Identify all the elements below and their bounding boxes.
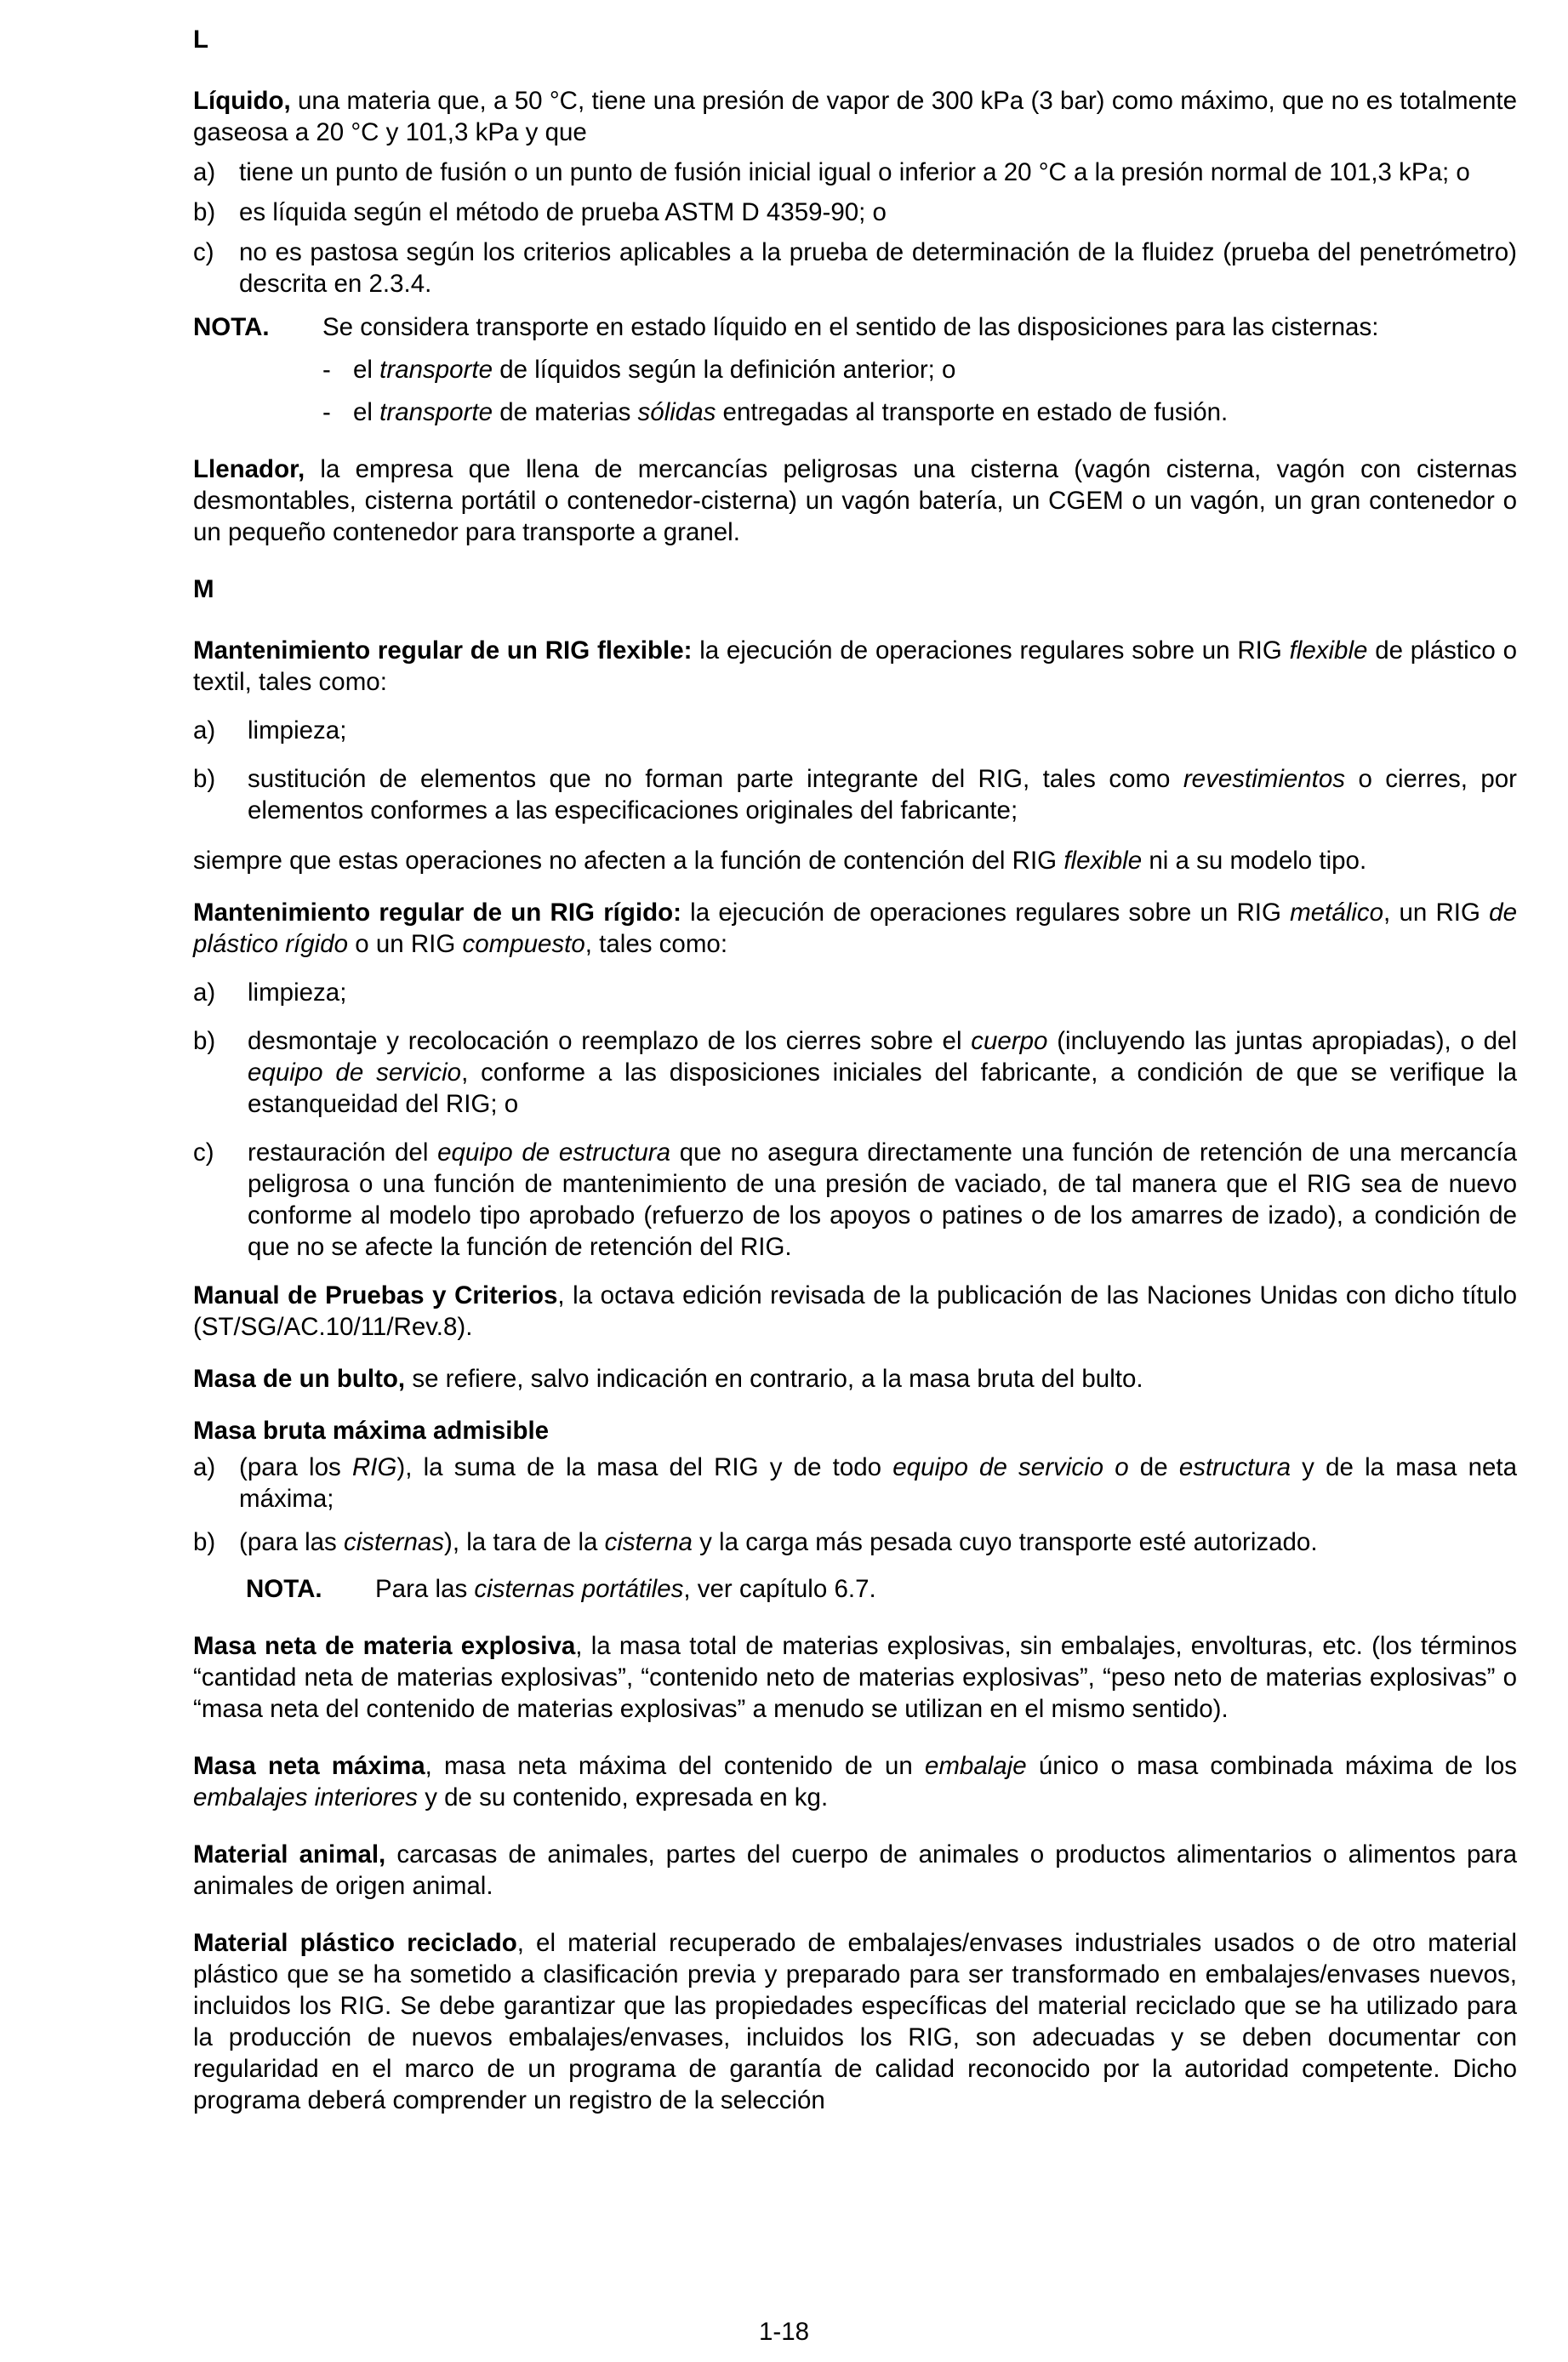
term: Masa neta de materia explosiva bbox=[193, 1632, 576, 1660]
page-number: 1-18 bbox=[758, 2318, 810, 2346]
term: Material plástico reciclado bbox=[193, 1929, 517, 1957]
entry-masa-bruta bbox=[193, 1415, 1517, 1605]
note-block: NOTA. Para las cisternas portátiles, ver capítulo 6.7. bbox=[246, 1575, 876, 1603]
term: Mantenimiento regular de un RIG rígido: bbox=[193, 899, 681, 927]
entry-mantenimiento-rigido: Mantenimiento regular de un RIG rígido: la ejecución de operaciones regulares sobre un RIG metálico, un RIG de plástico rígido o un RIG compuesto, tales como: a) limpieza; b) desmontaje y recolocación o reemplazo de los cierres sobre el cuerpo (incluyendo las juntas apropiadas), o del equipo de servicio, conforme a las disposiciones iniciales del fabricante, a condición de que se verifique la estanqueidad del RIG; o c) restauración del equipo de estructura que no asegura directamente una función de retención de una mercancía peligrosa o una función de mantenimiento de una presión de vaciado, de tal manera que el RIG sea de nuevo conforme al modelo tipo aprobado (refuerzo de los apoyos o patines o de los amarres de izado), a condición de que no se afecte la función de retención del RIG. bbox=[193, 899, 1517, 1261]
definition-list bbox=[193, 157, 1517, 300]
note-label: NOTA. bbox=[246, 1575, 322, 1603]
list-item: c) no es pastosa según los criterios aplicables a la prueba de determinación de la fluidez (prueba del penetrómetro) descrita en 2.3.4. bbox=[193, 238, 1517, 298]
term: Masa de un bulto, bbox=[193, 1365, 406, 1393]
list-item: c) restauración del equipo de estructura que no asegura directamente una función de retención de una mercancía peligrosa o una función de mantenimiento de una presión de vaciado, de tal manera que el RIG sea de nuevo conforme al modelo tipo aprobado (refuerzo de los apoyos o patines o de los amarres de izado), a condición de que no se afecte la función de retención del RIG. bbox=[193, 1138, 1517, 1261]
definition-tail: siempre que estas operaciones no afecten a la función de contención del RIG flexible ni a su modelo tipo. bbox=[193, 847, 1367, 875]
entry-masa-bulto: Masa de un bulto, se refiere, salvo indicación en contrario, a la masa bruta del bulto. bbox=[193, 1365, 1143, 1393]
entry-masa-neta-explosiva: Masa neta de materia explosiva, la masa total de materias explosivas, sin embalajes, envolturas, etc. (los términos “cantidad neta de materias explosivas”, “contenido neto de materias explosivas”, “peso neto de materias explosivas” o “masa neta del contenido de materias explosivas” a menudo se utilizan en el mismo sentido). bbox=[193, 1632, 1518, 1723]
note-label: NOTA. bbox=[193, 313, 270, 341]
dash-item: - el transporte de materias sólidas entregadas al transporte en estado de fusión. bbox=[322, 398, 1229, 426]
list-item: b) sustitución de elementos que no forman parte integrante del RIG, tales como revestimientos o cierres, por elementos conformes a las especificaciones originales del fabricante; bbox=[193, 765, 1518, 824]
note-text: Se considera transporte en estado líquido en el sentido de las disposiciones para las cisternas: bbox=[322, 313, 1379, 341]
entry-llenador: Llenador, la empresa que llena de mercancías peligrosas una cisterna (vagón cisterna, vagón con cisternas desmontables, cisterna portátil o contenedor-cisterna) un vagón batería, un CGEM o un vagón, un gran contenedor o un pequeño contenedor para transporte a granel. bbox=[193, 455, 1517, 546]
definition-list bbox=[193, 715, 1517, 826]
term: Llenador, bbox=[193, 455, 305, 483]
term: Masa bruta máxima admisible bbox=[193, 1417, 550, 1445]
list-item: b) desmontaje y recolocación o reemplazo de los cierres sobre el cuerpo (incluyendo las juntas apropiadas), o del equipo de servicio, conforme a las disposiciones iniciales del fabricante, a condición de que se verifique la estanqueidad del RIG; o bbox=[193, 1027, 1517, 1118]
term: Masa neta máxima bbox=[193, 1752, 425, 1780]
section-letter-m: M bbox=[193, 575, 214, 603]
list-item: a) limpieza; bbox=[193, 978, 347, 1007]
list-item: a) tiene un punto de fusión o un punto de fusión inicial igual o inferior a 20 °C a la presión normal de 101,3 kPa; o bbox=[193, 158, 1470, 186]
term: Material animal, bbox=[193, 1840, 386, 1868]
section-letter-l: L bbox=[193, 26, 209, 54]
list-item: b) (para las cisternas), la tara de la cisterna y la carga más pesada cuyo transporte esté autorizado. bbox=[193, 1528, 1318, 1556]
entry-mantenimiento-flexible: Mantenimiento regular de un RIG flexible: la ejecución de operaciones regulares sobre un RIG flexible de plástico o textil, tales como: a) limpieza; b) sustitución de elementos que no forman parte integrante del RIG, tales como revestimientos o cierres, por elementos conformes a las especificaciones originales del fabricante; siempre que estas operaciones no afecten a la función de contención del RIG flexible ni a su modelo tipo. bbox=[193, 636, 1518, 875]
list-item: a) (para los RIG), la suma de la masa del RIG y de todo equipo de servicio o de estructura y de la masa neta máxima; bbox=[193, 1453, 1517, 1513]
note-block bbox=[193, 311, 1517, 428]
definition-list bbox=[193, 977, 1517, 1263]
entry-material-animal: Material animal, carcasas de animales, partes del cuerpo de animales o productos alimentarios o alimentos para animales de origen animal. bbox=[193, 1840, 1517, 1900]
term: Líquido, bbox=[193, 87, 291, 115]
list-item: b) es líquida según el método de prueba ASTM D 4359-90; o bbox=[193, 198, 887, 226]
term: Mantenimiento regular de un RIG flexible: bbox=[193, 636, 693, 665]
document-page bbox=[193, 24, 1517, 2133]
definition-text: Líquido, una materia que, a 50 °C, tiene una presión de vapor de 300 kPa (3 bar) como máximo, que no es totalmente gaseosa a 20 °C y 101,3 kPa y que bbox=[193, 87, 1517, 146]
entry-material-plastico: Material plástico reciclado, el material recuperado de embalajes/envases industriales usados o de otro material plástico que se ha sometido a clasificación previa y preparado para ser transformado en embalajes/envases nuevos, incluidos los RIG. Se debe garantizar que las propiedades específicas del material reciclado que se ha utilizado para la producción de nuevos embalajes/envases, incluidos los RIG, son adecuadas y se deben documentar con regularidad en el marco de un programa de garantía de calidad reconocido por la autoridad competente. Dicho programa deberá comprender un registro de la selección bbox=[193, 1929, 1517, 2114]
entry-masa-neta-maxima: Masa neta máxima, masa neta máxima del contenido de un embalaje único o masa combinada máxima de los embalajes interiores y de su contenido, expresada en kg. bbox=[193, 1752, 1518, 1811]
term: Manual de Pruebas y Criterios bbox=[193, 1281, 558, 1309]
entry-manual: Manual de Pruebas y Criterios, la octava edición revisada de la publicación de las Naciones Unidas con dicho título (ST/SG/AC.10/11/Rev.8). bbox=[193, 1281, 1517, 1341]
definition-list bbox=[193, 1452, 1517, 1558]
dash-item: - el transporte de líquidos según la definición anterior; o bbox=[322, 356, 956, 384]
entry-liquido bbox=[193, 85, 1517, 428]
list-item: a) limpieza; bbox=[193, 716, 347, 745]
